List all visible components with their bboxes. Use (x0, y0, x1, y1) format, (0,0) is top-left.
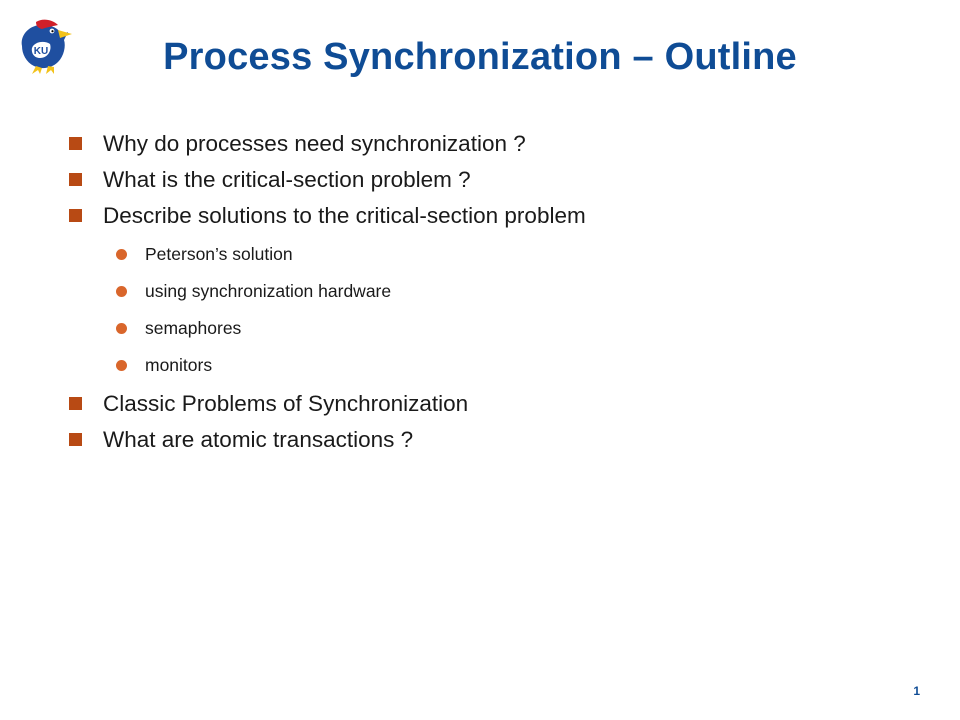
sub-list-item-label: using synchronization hardware (145, 281, 392, 301)
square-bullet-icon (69, 397, 82, 410)
square-bullet-icon (69, 137, 82, 150)
sub-list-item (68, 347, 928, 384)
page-number: 1 (913, 684, 920, 698)
list-item-label: Describe solutions to the critical-section problem (103, 203, 586, 228)
sub-list-item (68, 273, 928, 310)
sub-list-item-label: Peterson’s solution (145, 244, 293, 264)
list-item (68, 126, 928, 162)
sub-list-item (68, 236, 928, 273)
svg-text:KU: KU (33, 46, 49, 57)
round-bullet-icon (116, 323, 127, 334)
round-bullet-icon (116, 249, 127, 260)
square-bullet-icon (69, 433, 82, 446)
round-bullet-icon (116, 360, 127, 371)
list-item (68, 198, 928, 234)
sub-list-item (68, 310, 928, 347)
list-item (68, 422, 928, 458)
slide-title: Process Synchronization – Outline (163, 36, 797, 78)
outline-list (68, 126, 928, 458)
list-item-label: Classic Problems of Synchronization (103, 391, 469, 416)
list-item (68, 386, 928, 422)
list-item-label: Why do processes need synchronization ? (103, 131, 526, 156)
sub-list-item-label: semaphores (145, 318, 242, 338)
list-item (68, 162, 928, 198)
list-item-label: What is the critical-section problem ? (103, 167, 471, 192)
sub-list-item-label: monitors (145, 355, 213, 375)
round-bullet-icon (116, 286, 127, 297)
square-bullet-icon (69, 209, 82, 222)
sub-list (68, 234, 928, 386)
list-item-label: What are atomic transactions ? (103, 427, 414, 452)
square-bullet-icon (69, 173, 82, 186)
